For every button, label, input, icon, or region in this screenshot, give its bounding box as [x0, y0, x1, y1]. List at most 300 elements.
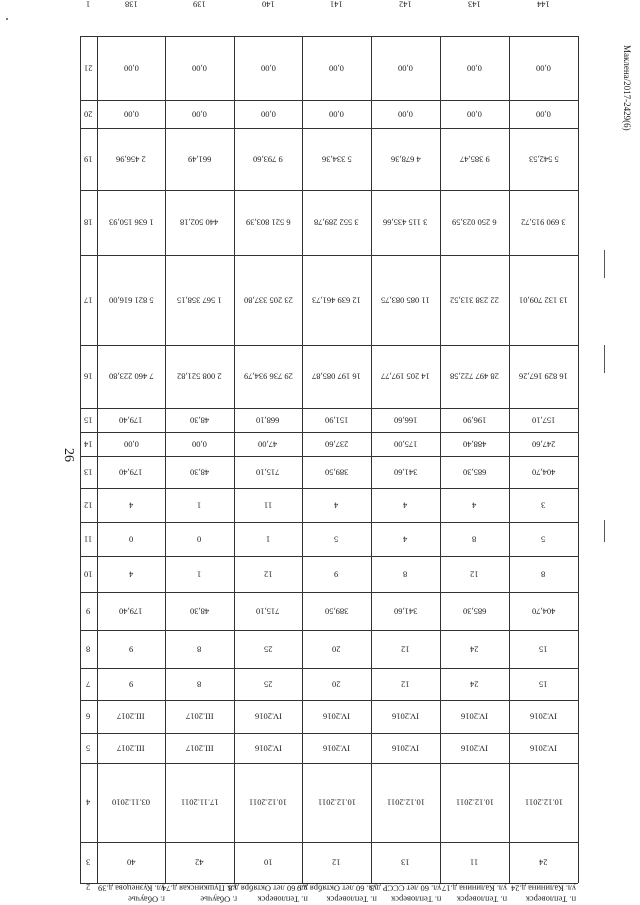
cell-value: 5 334,36 [321, 154, 352, 165]
cell-value: 661,49 [187, 154, 212, 165]
cell-value: 42 [195, 857, 204, 868]
cell-value: п. Тепловерск ул. Калинина д.24 [510, 883, 577, 905]
table-cell [509, 556, 578, 592]
cell-value: 341,60 [393, 606, 418, 617]
cell-value: 24 [539, 857, 548, 868]
cell-value: 179,40 [119, 415, 143, 426]
column-number-header [80, 668, 97, 700]
column-number-label: 13 [84, 467, 93, 478]
cell-value: 16 197 085,87 [312, 371, 361, 382]
table-cell [165, 733, 234, 763]
cell-value: 0,00 [467, 63, 482, 74]
table-cell [165, 255, 234, 345]
column-number-header [80, 36, 97, 100]
table-cell [509, 408, 578, 432]
cell-value: 5 [541, 534, 546, 545]
cell-value: 0,00 [398, 109, 413, 120]
cell-value: 40 [126, 857, 136, 868]
table-cell [302, 763, 371, 842]
column-number-header [80, 456, 97, 488]
table-cell [371, 668, 440, 700]
table-cell [97, 100, 165, 128]
cell-value: 0,00 [260, 63, 276, 74]
cell-value: 10.12.2011 [455, 797, 494, 808]
cell-value: 8 [403, 569, 408, 580]
table-cell [97, 128, 165, 190]
column-number-label: 15 [84, 415, 93, 426]
table-cell [440, 432, 509, 456]
cell-value: IV.2016 [392, 743, 419, 754]
cell-value: 4 678,36 [390, 154, 421, 165]
cell-value: 0,00 [260, 109, 276, 120]
cell-value: IV.2016 [461, 711, 488, 722]
table-cell [165, 345, 234, 408]
cell-value: п. Тепловерск ул. 60 лет Октября д.9 [296, 883, 377, 905]
table-cell [509, 630, 578, 668]
cell-value: 341,60 [393, 467, 418, 478]
cell-value: 1 [197, 569, 202, 580]
column-number-header [80, 408, 97, 432]
table-cell [440, 488, 509, 522]
table-cell [371, 488, 440, 522]
table-cell [165, 456, 234, 488]
address-cell [371, 883, 440, 904]
table-cell [509, 128, 578, 190]
row-number: 143 [468, 0, 481, 10]
table-cell [97, 700, 165, 733]
table-cell [509, 522, 578, 556]
table-cell [371, 763, 440, 842]
cell-value: 3 552 289,78 [314, 217, 359, 228]
cell-value: 2 456,96 [116, 154, 146, 165]
column-number-header [80, 592, 97, 630]
cell-value: 11 085 083,75 [381, 295, 430, 306]
table-cell [440, 763, 509, 842]
cell-value: 389,50 [324, 467, 349, 478]
table-cell [371, 36, 440, 100]
column-number-header [80, 255, 97, 345]
column-number-label: 6 [86, 711, 91, 722]
cell-value: 4 [403, 500, 408, 511]
cell-value: 0 [128, 534, 134, 545]
cell-value: III.2017 [185, 711, 214, 722]
cell-value: 4 [472, 500, 477, 511]
row-number: 140 [261, 0, 275, 10]
cell-value: IV.2016 [530, 743, 557, 754]
table-cell [440, 255, 509, 345]
address-cell [228, 883, 308, 905]
table-cell [509, 456, 578, 488]
table-cell [371, 128, 440, 190]
cell-value: 28 497 722,58 [450, 371, 499, 382]
cell-value: 4 [403, 534, 408, 545]
table-cell [440, 0, 509, 9]
table-cell [234, 345, 302, 408]
cell-value: 5 542,53 [528, 154, 559, 165]
column-number-label: 8 [86, 644, 91, 655]
table-cell [165, 630, 234, 668]
column-number-label: 21 [84, 63, 93, 74]
table-cell [440, 592, 509, 630]
cell-value: 1 636 150,93 [108, 217, 154, 228]
table-cell [302, 630, 371, 668]
table-cell [371, 190, 440, 255]
address-cell [296, 883, 377, 905]
cell-value: 4 [334, 500, 339, 511]
cell-value: 14 205 197,77 [381, 371, 430, 382]
table-cell [234, 522, 302, 556]
table-cell [302, 522, 371, 556]
cell-value: 175,00 [393, 439, 418, 450]
cell-value: 0,00 [398, 63, 413, 74]
cell-value: III.2017 [117, 743, 145, 754]
table-cell [371, 733, 440, 763]
cell-value: 0,00 [192, 63, 207, 74]
cell-value: 12 639 461,73 [312, 295, 361, 306]
table-cell [97, 592, 165, 630]
cell-value: 0,00 [467, 109, 482, 120]
cell-value: 5 821 616,00 [108, 295, 154, 306]
cell-value: 0,00 [123, 63, 139, 74]
table-cell [509, 100, 578, 128]
cell-value: 11 [470, 857, 479, 868]
table-cell [97, 432, 165, 456]
cell-value: 10.12.2011 [524, 797, 563, 808]
cell-value: 3 115 435,66 [383, 217, 428, 228]
cell-value: 5 [334, 534, 339, 545]
row-number: 139 [193, 0, 206, 10]
table-cell [440, 190, 509, 255]
cell-value: IV.2016 [254, 743, 282, 754]
table-cell [509, 733, 578, 763]
table-cell [165, 36, 234, 100]
column-number-label: 17 [84, 295, 93, 306]
cell-value: 25 [263, 644, 273, 655]
cell-value: п. Тепловерск ул. 60 лет СССР д.3 [369, 883, 442, 905]
cell-value: IV.2016 [323, 743, 350, 754]
cell-value: 20 [332, 644, 341, 655]
column-number-label: 11 [84, 534, 93, 545]
table-cell [234, 128, 302, 190]
table-cell [302, 842, 371, 883]
table-cell [97, 733, 165, 763]
table-cell [371, 842, 440, 883]
grid-vertical-line [578, 36, 579, 883]
cell-value: 10.12.2011 [386, 797, 425, 808]
cell-value: 404,70 [531, 467, 556, 478]
table-cell [234, 190, 302, 255]
column-number-header [80, 345, 97, 408]
cell-value: 440 502,18 [180, 217, 219, 228]
table-cell [302, 733, 371, 763]
cell-value: 157,10 [531, 415, 556, 426]
cell-value: 23 205 337,80 [243, 295, 293, 306]
table-cell [97, 255, 165, 345]
cell-value: 48,30 [189, 415, 210, 426]
column-number-label: 3 [86, 857, 91, 868]
column-number-header [80, 190, 97, 255]
cell-value: IV.2016 [530, 711, 557, 722]
cell-value: 685,30 [462, 467, 487, 478]
cell-value: г. Обаучье ул. Пушкинская д.74 [161, 883, 238, 905]
table-cell [371, 408, 440, 432]
column-number-header [80, 700, 97, 733]
cell-value: 1 [265, 534, 271, 545]
column-number-header [80, 842, 97, 883]
table-cell [509, 763, 578, 842]
cell-value: 0,00 [329, 63, 344, 74]
table-cell [302, 488, 371, 522]
table-cell [440, 128, 509, 190]
table-cell [509, 190, 578, 255]
table-cell [234, 36, 302, 100]
table-cell [165, 190, 234, 255]
cell-value: IV.2016 [392, 711, 419, 722]
table-cell [302, 700, 371, 733]
cell-value: 11 [263, 500, 273, 511]
cell-value: 9 793,60 [253, 154, 283, 165]
table-cell [509, 255, 578, 345]
column-number-label: 19 [84, 154, 93, 165]
table-cell [440, 100, 509, 128]
table-cell [234, 733, 302, 763]
cell-value: 25 [263, 679, 273, 690]
table-cell [97, 522, 165, 556]
cell-value: 9 [128, 679, 134, 690]
cell-value: п. Тепловерск ул. Калинина д.17 [441, 883, 508, 905]
table-cell [165, 700, 234, 733]
cell-value: 24 [470, 644, 479, 655]
table-cell [97, 630, 165, 668]
table-cell [302, 190, 371, 255]
cell-value: 6 250 023,59 [452, 217, 497, 228]
cell-value: 20 [332, 679, 341, 690]
cell-value: 166,60 [393, 415, 418, 426]
cell-value: III.2017 [185, 743, 214, 754]
row-number: 144 [537, 0, 550, 10]
cell-value: 10 [263, 857, 273, 868]
cell-value: 9 385,47 [459, 154, 490, 165]
cell-value: 0,00 [192, 109, 207, 120]
cell-value: 0,00 [329, 109, 344, 120]
cell-value: 12 [401, 679, 410, 690]
table-cell [509, 842, 578, 883]
column-number-label: 16 [84, 371, 93, 382]
cell-value: 8 [541, 569, 546, 580]
table-cell [165, 763, 234, 842]
column-number-header [80, 630, 97, 668]
cell-value: г. Обаучье ул. Кузнецова д.39 [97, 883, 165, 905]
table-cell [440, 630, 509, 668]
table-cell [234, 556, 302, 592]
address-cell [97, 883, 165, 904]
table-cell [440, 408, 509, 432]
table-cell [371, 432, 440, 456]
table-cell [509, 488, 578, 522]
cell-value: 151,90 [324, 415, 349, 426]
table-cell [234, 592, 302, 630]
cell-value: 247,60 [531, 439, 556, 450]
cell-value: 10.12.2011 [249, 797, 287, 808]
table-cell [302, 36, 371, 100]
table-cell [97, 190, 165, 255]
column-number-label: 9 [86, 606, 91, 617]
table-cell [97, 456, 165, 488]
column-number-header [80, 522, 97, 556]
table-cell [234, 700, 302, 733]
cell-value: IV.2016 [323, 711, 350, 722]
cell-value: 685,30 [462, 606, 487, 617]
cell-value: 12 [263, 569, 273, 580]
table-cell [302, 456, 371, 488]
column-number-label: 5 [86, 743, 91, 754]
cell-value: IV.2016 [254, 711, 282, 722]
table-cell [440, 36, 509, 100]
table-cell [97, 668, 165, 700]
cell-value: 0 [197, 534, 202, 545]
table-cell [302, 408, 371, 432]
address-cell [161, 883, 238, 905]
cell-value: 24 [470, 679, 479, 690]
column-number-header [80, 128, 97, 190]
table-cell [440, 522, 509, 556]
column-number-header [80, 432, 97, 456]
cell-value: 9 [128, 644, 134, 655]
table-cell [509, 36, 578, 100]
cell-value: 6 521 803,39 [245, 217, 291, 228]
cell-value: 8 [197, 644, 202, 655]
column-number-label: 14 [84, 439, 93, 450]
cell-value: 48,30 [189, 467, 210, 478]
cell-value: IV.2016 [461, 743, 488, 754]
scan-edge-mark [604, 345, 605, 373]
cell-value: 12 [401, 644, 410, 655]
table-cell [234, 408, 302, 432]
cell-value: 0,00 [123, 109, 139, 120]
table-cell [165, 488, 234, 522]
table-cell [97, 488, 165, 522]
cell-value: 2 008 521,82 [177, 371, 222, 382]
table-cell [440, 700, 509, 733]
column-number-header [80, 556, 97, 592]
table-cell [97, 556, 165, 592]
table-cell [234, 432, 302, 456]
table-cell [371, 630, 440, 668]
table-cell [371, 456, 440, 488]
table-cell [371, 556, 440, 592]
scan-edge-mark [604, 520, 605, 542]
cell-value: 3 690 915,72 [521, 217, 566, 228]
table-cell [165, 128, 234, 190]
cell-value: 10.12.2011 [317, 797, 356, 808]
table-cell [234, 100, 302, 128]
table-cell [440, 556, 509, 592]
cell-value: 237,60 [324, 439, 349, 450]
cell-value: 1 [197, 500, 202, 511]
cell-value: 12 [332, 857, 341, 868]
column-number-header [80, 100, 97, 128]
table-cell [234, 630, 302, 668]
cell-value: 404,70 [531, 606, 556, 617]
table-cell [509, 700, 578, 733]
table-cell [440, 345, 509, 408]
cell-value: 15 [539, 679, 548, 690]
column-number-label: 12 [84, 500, 93, 511]
column-number-label: 4 [86, 797, 91, 808]
cell-value: 7 460 223,80 [108, 371, 154, 382]
cell-value: 9 [334, 569, 339, 580]
cell-value: 715,10 [256, 606, 280, 617]
table-cell [97, 345, 165, 408]
cell-value: 0,00 [192, 439, 207, 450]
cell-value: 3 [541, 500, 546, 511]
cell-value: 4 [128, 500, 134, 511]
table-cell [509, 592, 578, 630]
cell-value: 196,90 [462, 415, 487, 426]
table-cell [440, 842, 509, 883]
cell-value: 48,30 [189, 606, 210, 617]
table-cell [302, 128, 371, 190]
table-cell [302, 592, 371, 630]
table-cell [97, 0, 165, 9]
cell-value: 12 [470, 569, 479, 580]
document-code: Маклена/2017-2429(6) [622, 45, 632, 131]
column-number-label: 7 [86, 679, 91, 690]
cell-value: 668,10 [256, 415, 280, 426]
column-number-header [80, 883, 97, 892]
cell-value: 47,00 [258, 439, 278, 450]
table-cell [371, 592, 440, 630]
table-cell [234, 668, 302, 700]
cell-value: 4 [128, 569, 134, 580]
column-number-label: 18 [84, 217, 93, 228]
table-cell [509, 0, 578, 9]
table-cell [165, 842, 234, 883]
table-cell [371, 255, 440, 345]
table-cell [440, 668, 509, 700]
cell-value: 389,50 [324, 606, 349, 617]
table-cell [371, 522, 440, 556]
address-cell [509, 883, 578, 904]
table-cell [509, 345, 578, 408]
cell-value: III.2017 [117, 711, 145, 722]
column-number-header [80, 763, 97, 842]
row-number: 138 [124, 0, 138, 10]
table-cell [165, 432, 234, 456]
cell-value: 488,40 [462, 439, 487, 450]
table-cell [97, 842, 165, 883]
cell-value: 8 [472, 534, 477, 545]
table-cell [509, 668, 578, 700]
cell-value: 8 [197, 679, 202, 690]
column-number-header [80, 733, 97, 763]
table-cell [371, 0, 440, 9]
cell-value: 13 [401, 857, 410, 868]
table-cell [234, 763, 302, 842]
table-cell [97, 36, 165, 100]
cell-value: 0,00 [536, 63, 551, 74]
table-cell [234, 488, 302, 522]
cell-value: 179,40 [119, 467, 143, 478]
column-number-label: 1 [86, 0, 91, 10]
column-number-label: 2 [86, 882, 91, 893]
cell-value: 179,40 [119, 606, 143, 617]
cell-value: 15 [539, 644, 548, 655]
table-cell [165, 100, 234, 128]
table-cell [302, 0, 371, 9]
table-cell [165, 408, 234, 432]
cell-value: 17.11.2011 [180, 797, 219, 808]
